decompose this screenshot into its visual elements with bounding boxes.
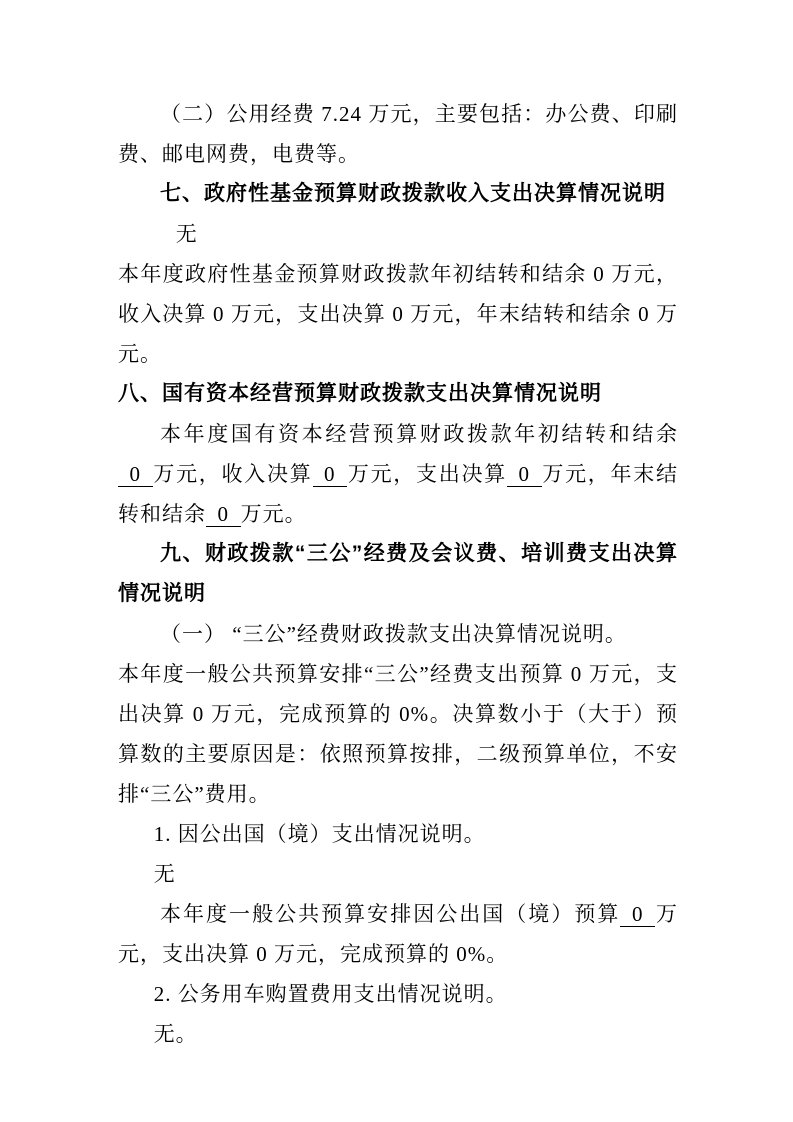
text-run: 本年度国有资本经营预算财政拨款年初结转和结余 [160, 422, 678, 446]
text-run: 2. 公务用车购置费用支出情况说明。 [153, 982, 508, 1006]
document-body [118, 94, 678, 1054]
paragraph [118, 254, 678, 374]
text-run: 无。 [153, 1022, 198, 1046]
paragraph [118, 614, 678, 654]
text-run: 本年度一般公共预算安排“三公”经费支出预算 0 万元，支出决算 0 万元，完成预算的 0%。决算数小于（大于）预算数的主要原因是：依照预算按排，二级预算单位，不安排“三公”费用。 [118, 662, 678, 806]
paragraph [118, 414, 678, 534]
text-run: 1. 因公出国（境）支出情况说明。 [153, 822, 486, 846]
paragraph [118, 854, 678, 894]
section-heading [118, 174, 678, 214]
text-run: 万元。 [240, 502, 307, 526]
text-run: 万元，年末结转和结余 [118, 462, 679, 526]
paragraph [118, 214, 678, 254]
text-run: 八、国有资本经营预算财政拨款支出决算情况说明 [118, 382, 602, 405]
paragraph [118, 974, 678, 1014]
underlined-value: 0 [118, 462, 153, 487]
text-run: 七、政府性基金预算财政拨款收入支出决算情况说明 [160, 182, 666, 205]
paragraph [118, 654, 678, 814]
underlined-value: 0 [620, 902, 655, 927]
text-run: 本年度政府性基金预算财政拨款年初结转和结余 0 万元，收入决算 0 万元，支出决算 0 万元，年末结转和结余 0 万元。 [118, 262, 678, 366]
paragraph [118, 1014, 678, 1054]
text-run: 万元，支出决算 0 万元，完成预算的 0%。 [118, 902, 679, 966]
paragraph [118, 94, 678, 174]
text-run: 本年度一般公共预算安排因公出国（境）预算 [160, 902, 621, 926]
text-run: （一） “三公”经费财政拨款支出决算情况说明。 [160, 622, 627, 646]
paragraph [118, 814, 678, 854]
text-run: 万元，收入决算 [152, 462, 313, 486]
text-run: 九、财政拨款“三公”经费及会议费、培训费支出决算情况说明 [118, 542, 678, 605]
paragraph [118, 894, 678, 974]
section-heading [118, 534, 678, 614]
text-run: （二）公用经费 7.24 万元，主要包括：办公费、印刷费、邮电网费，电费等。 [118, 102, 678, 166]
text-run: 无 [175, 222, 198, 246]
text-run: 万元，支出决算 [347, 462, 507, 486]
underlined-value: 0 [507, 462, 542, 487]
section-heading [118, 374, 678, 414]
underlined-value: 0 [313, 462, 348, 487]
underlined-value: 0 [206, 502, 241, 527]
text-run: 无 [153, 862, 176, 886]
